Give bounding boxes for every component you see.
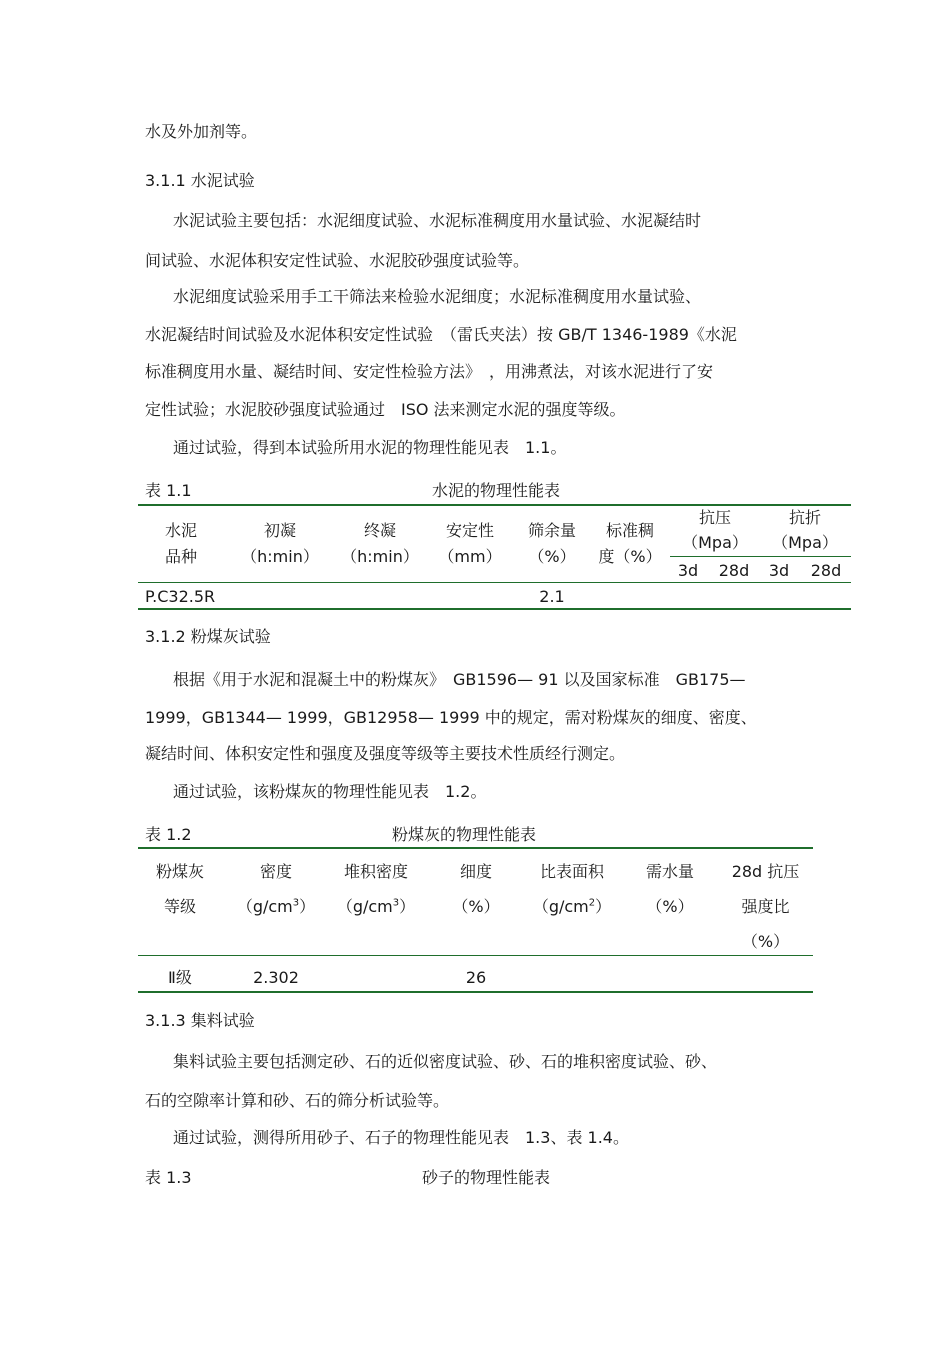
header-cell: 抗压 [698,508,731,527]
header-cell: （%） [452,897,500,916]
header-bottom-rule [138,582,851,583]
paragraph-text: 定性试验；水泥胶砂强度试验通过 ISO 法来测定水泥的强度等级。 [145,400,626,419]
header-cell: 细度 [459,862,492,881]
header-cell: $(g/cm^3)$ [236,897,316,916]
paragraph-text: 水泥细度试验采用手工干筛法来检验水泥细度；水泥标准稠度用水量试验、 [173,287,702,306]
header-cell: （Mpa） [772,533,838,552]
section-heading-cement: 3.1.1 水泥试验 [145,171,255,190]
paragraph-text: 水及外加剂等。 [145,122,258,141]
header-cell: （%） [646,897,694,916]
paragraph-text: 通过试验，得到本试验所用水泥的物理性能见表 1.1。 [173,438,567,457]
header-cell: （Mpa） [682,533,748,552]
header-cell: （h:min） [241,547,319,566]
paragraph-text: 间试验、水泥体积安定性试验、水泥胶砂强度试验等。 [145,251,530,270]
header-cell: 强度比 [741,897,790,916]
subheader-rule [670,556,851,557]
header-cell: 抗折 [788,508,821,527]
table-top-rule [138,504,851,506]
header-cell: 3d [677,561,699,580]
table-bottom-rule [138,608,851,610]
header-cell: 筛余量 [527,521,576,540]
header-cell: 需水量 [645,862,694,881]
paragraph-text: 1999，GB1344— 1999，GB12958— 1999 中的规定，需对粉煤灰的细度、密度、 [145,708,757,727]
header-cell: 粉煤灰 [155,862,204,881]
header-cell: 3d [768,561,790,580]
paragraph-text: 集料试验主要包括测定砂、石的近似密度试验、砂、石的堆积密度试验、砂、 [173,1052,718,1071]
paragraph-text: 水泥试验主要包括：水泥细度试验、水泥标准稠度用水量试验、水泥凝结时 [173,211,702,230]
table-title: 粉煤灰的物理性能表 [392,825,537,844]
header-cell: （%） [741,932,790,951]
table-bottom-rule [138,991,813,993]
header-cell: 等级 [163,897,196,916]
header-cell: 28d [810,561,842,580]
header-cell: 水泥 [164,521,197,540]
header-bottom-rule [138,955,813,956]
table-title: 水泥的物理性能表 [432,481,561,500]
paragraph-text: 通过试验，测得所用砂子、石子的物理性能见表 1.3、表 1.4。 [173,1128,629,1147]
header-cell: 标准稠 [605,521,654,540]
table-cell: 2.1 [539,587,565,606]
paragraph-text: 通过试验，该粉煤灰的物理性能见表 1.2。 [173,782,487,801]
table-cell: 26 [465,968,487,987]
header-cell: 28d [718,561,750,580]
section-heading-aggregate: 3.1.3 集料试验 [145,1011,255,1030]
header-cell: $(g/cm^3)$ [336,897,416,916]
header-cell: 初凝 [263,521,296,540]
section-heading-flyash: 3.1.2 粉煤灰试验 [145,627,271,646]
header-cell: 终凝 [363,521,396,540]
table-cell: 2.302 [253,968,299,987]
table-cell: Ⅱ级 [168,968,192,987]
table-label: 表 1.2 [145,825,192,844]
header-cell: 密度 [259,862,292,881]
table-label: 表 1.1 [145,481,192,500]
paragraph-text: 水泥凝结时间试验及水泥体积安定性试验 （雷氏夹法）按 GB/T 1346-1989《水泥 [145,325,737,344]
header-cell: （%） [528,547,576,566]
table-top-rule [138,847,813,849]
header-cell: 堆积密度 [343,862,408,881]
header-cell: （h:min） [341,547,419,566]
header-cell: （mm） [438,547,502,566]
header-cell: 度（%） [598,547,662,566]
table-cell: P.C32.5R [145,587,216,606]
paragraph-text: 石的空隙率计算和砂、石的筛分析试验等。 [145,1091,450,1110]
table-title: 砂子的物理性能表 [422,1168,551,1187]
table-label: 表 1.3 [145,1168,192,1187]
paragraph-text: 标准稠度用水量、凝结时间、安定性检验方法》 ，用沸煮法，对该水泥进行了安 [145,362,714,381]
paragraph-text: 根据《用于水泥和混凝土中的粉煤灰》 GB1596— 91 以及国家标准 GB175— [173,670,746,689]
header-cell: 品种 [164,547,197,566]
header-cell: 28d 抗压 [731,862,800,881]
header-cell: 安定性 [445,521,494,540]
paragraph-text: 凝结时间、体积安定性和强度及强度等级等主要技术性质经行测定。 [145,744,626,763]
header-cell: 比表面积 [539,862,604,881]
header-cell: $(g/cm^2)$ [532,897,612,916]
